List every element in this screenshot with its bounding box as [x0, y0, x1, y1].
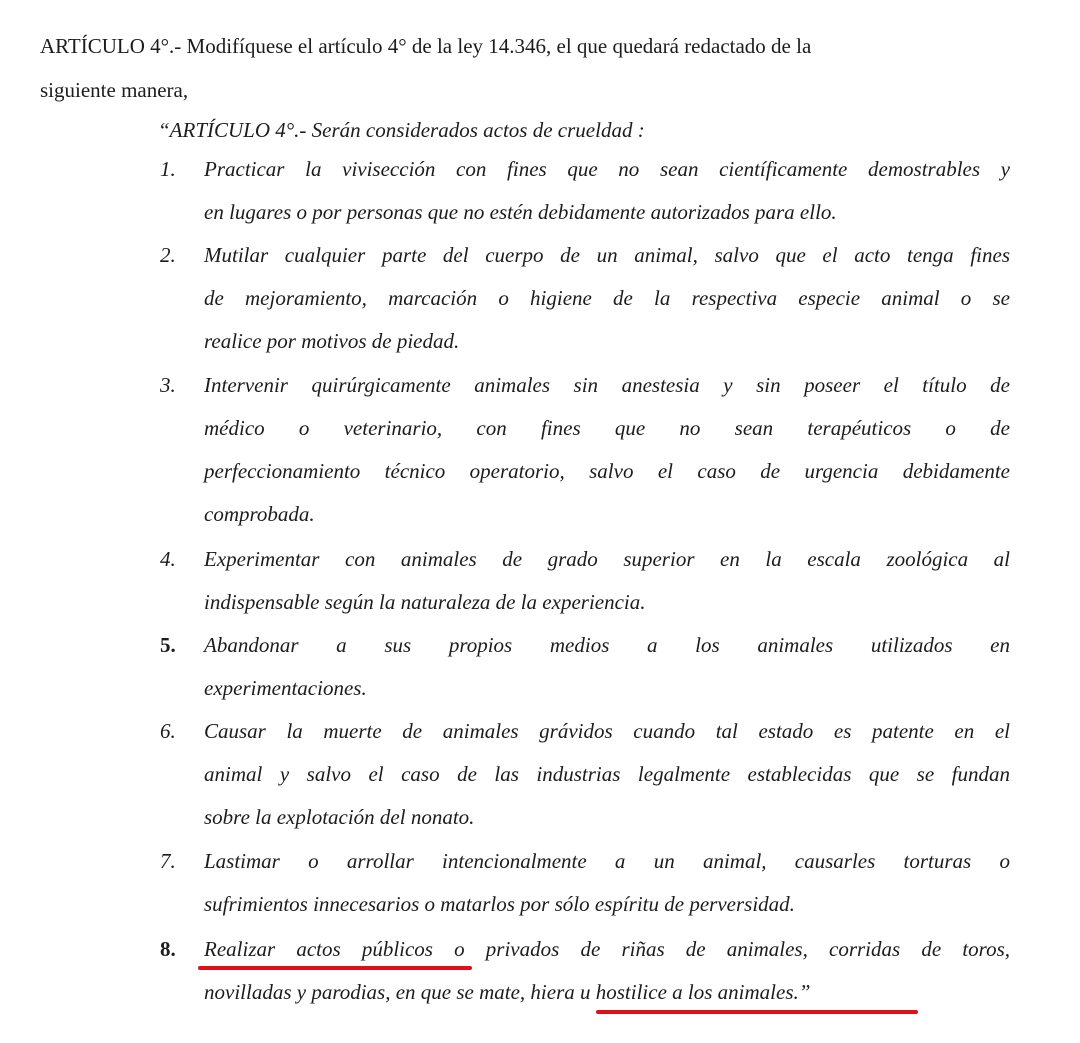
quoted-article-heading: “ARTÍCULO 4°.- Serán considerados actos de crueldad :	[158, 118, 645, 142]
list-item-text	[204, 234, 1010, 363]
list-item-line: experimentaciones.	[204, 676, 367, 700]
list-item-line: Realizar actos públicos o privados de riñas de animales, corridas de toros,	[204, 937, 1010, 961]
list-item-line: en lugares o por personas que no estén debidamente autorizados para ello.	[204, 200, 837, 224]
list-item-number: 6.	[160, 719, 176, 743]
list-item-number: 8.	[160, 937, 176, 961]
list-item-number: 4.	[160, 547, 176, 571]
list-item-line: Practicar la vivisección con fines que no sean científicamente demostrables y	[204, 157, 1010, 181]
list-item-line: de mejoramiento, marcación o higiene de la respectiva especie animal o se	[204, 286, 1010, 310]
list-item-line: novilladas y parodias, en que se mate, hiera u hostilice a los animales.”	[204, 980, 811, 1004]
list-item-number: 2.	[160, 243, 176, 267]
list-item-line: Mutilar cualquier parte del cuerpo de un animal, salvo que el acto tenga fines	[204, 243, 1010, 267]
list-item-line: realice por motivos de piedad.	[204, 329, 460, 353]
list-item-line: animal y salvo el caso de las industrias legalmente establecidas que se fundan	[204, 762, 1010, 786]
red-underline-mark	[198, 966, 472, 970]
list-item-number: 3.	[160, 373, 176, 397]
list-item-line: perfeccionamiento técnico operatorio, salvo el caso de urgencia debidamente	[204, 459, 1010, 483]
list-item-line: Intervenir quirúrgicamente animales sin anestesia y sin poseer el título de	[204, 373, 1010, 397]
list-item-text	[204, 624, 1010, 710]
list-item-line: Abandonar a sus propios medios a los animales utilizados en	[204, 633, 1010, 657]
list-item-line: comprobada.	[204, 502, 315, 526]
list-item-line: indispensable según la naturaleza de la experiencia.	[204, 590, 646, 614]
red-underline-mark	[596, 1010, 918, 1014]
list-item-text	[204, 148, 1010, 234]
list-item-text	[204, 710, 1010, 839]
list-item-line: Lastimar o arrollar intencionalmente a un animal, causarles torturas o	[204, 849, 1010, 873]
list-item-line: Causar la muerte de animales grávidos cuando tal estado es patente en el	[204, 719, 1010, 743]
intro-line-1: ARTÍCULO 4°.- Modifíquese el artículo 4° de la ley 14.346, el que quedará redactado de la	[40, 34, 812, 58]
list-item-line: Experimentar con animales de grado superior en la escala zoológica al	[204, 547, 1010, 571]
list-item-line: médico o veterinario, con fines que no sean terapéuticos o de	[204, 416, 1010, 440]
list-item-number: 1.	[160, 157, 176, 181]
list-item-text	[204, 928, 1010, 1014]
list-item-number: 5.	[160, 633, 176, 657]
list-item-text	[204, 538, 1010, 624]
list-item-line: sufrimientos innecesarios o matarlos por sólo espíritu de perversidad.	[204, 892, 795, 916]
intro-line-2: siguiente manera,	[40, 78, 189, 102]
list-item-text	[204, 840, 1010, 926]
intro-paragraph	[40, 24, 1040, 112]
list-item-line: sobre la explotación del nonato.	[204, 805, 475, 829]
list-item-text	[204, 364, 1010, 536]
list-item-number: 7.	[160, 849, 176, 873]
